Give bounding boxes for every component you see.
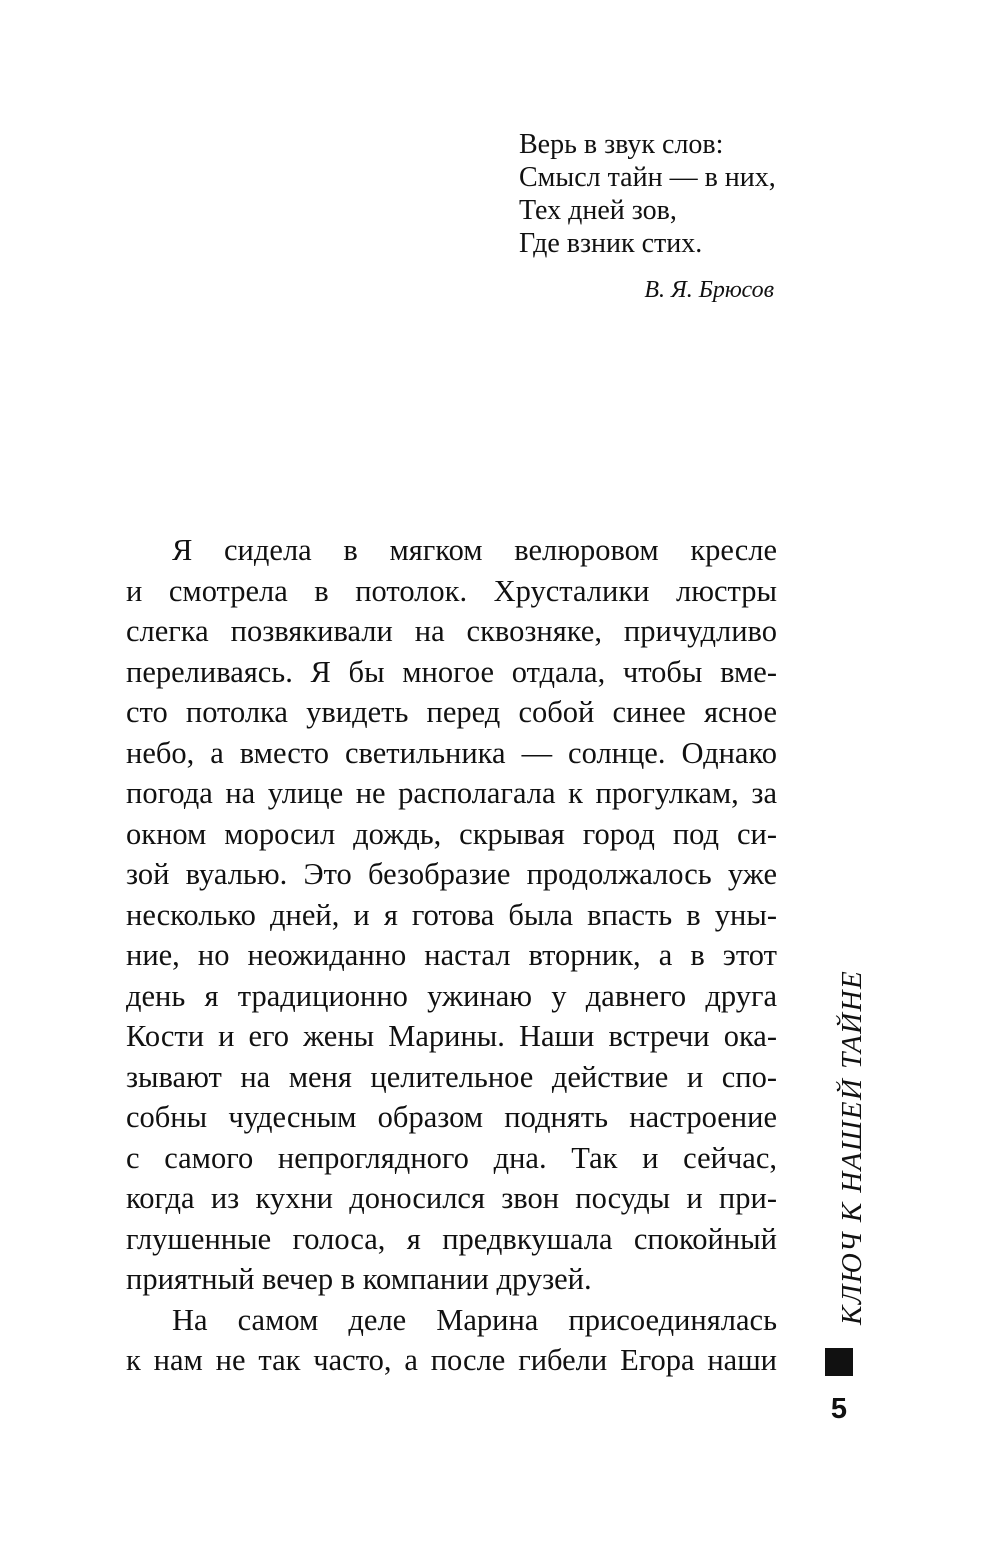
text-line: окном моросил дождь, скрывая город под си- <box>126 816 777 851</box>
text-line: когда из кухни доносился звон посуды и при- <box>126 1181 777 1215</box>
running-title: КЛЮЧ К НАШЕЙ ТАЙНЕ <box>836 969 868 1325</box>
text-line: небо, а вместо светильника — солнце. Однако <box>126 735 777 770</box>
text-line: приятный вечер в компании друзей. <box>126 1262 592 1296</box>
text-line: На самом деле Марина присоединялась <box>172 1302 777 1337</box>
text-line: собны чудесным образом поднять настроение <box>126 1100 777 1134</box>
text-line: глушенные голоса, я предвкушала спокойный <box>126 1221 777 1256</box>
section-marker-square <box>825 1348 853 1376</box>
text-line: день я традиционно ужинаю у давнего друга <box>126 978 777 1013</box>
text-line: с самого непроглядного дна. Так и сейчас, <box>126 1140 777 1175</box>
text-line: сто потолка увидеть перед собой синее ясное <box>126 695 777 729</box>
epigraph-author: В. Я. Брюсов <box>644 277 774 303</box>
epigraph-line: Тех дней зов, <box>519 195 677 226</box>
text-line: переливаясь. Я бы многое отдала, чтобы вме- <box>126 654 777 689</box>
text-line: и смотрела в потолок. Хрусталики люстры <box>126 573 777 608</box>
page-number: 5 <box>830 1393 848 1425</box>
text-line: к нам не так часто, а после гибели Егора наши <box>126 1343 777 1377</box>
text-line: зывают на меня целительное действие и спо- <box>126 1059 777 1094</box>
text-line: Я сидела в мягком велюровом кресле <box>172 533 777 567</box>
text-line: ние, но неожиданно настал вторник, а в этот <box>126 938 777 972</box>
epigraph <box>519 128 819 260</box>
epigraph-line: Верь в звук слов: <box>519 129 724 160</box>
body-text <box>126 530 777 1381</box>
text-line: несколько дней, и я готова была впасть в уны- <box>126 897 777 932</box>
text-line: Кости и его жены Марины. Наши встречи ока- <box>126 1019 777 1053</box>
epigraph-line: Где взник стих. <box>519 228 703 259</box>
text-line: зой вуалью. Это безобразие продолжалось уже <box>126 857 777 891</box>
text-line: погода на улице не располагала к прогулкам, за <box>126 776 777 810</box>
text-line: слегка позвякивали на сквозняке, причудливо <box>126 614 777 648</box>
epigraph-line: Смысл тайн — в них, <box>519 162 776 193</box>
